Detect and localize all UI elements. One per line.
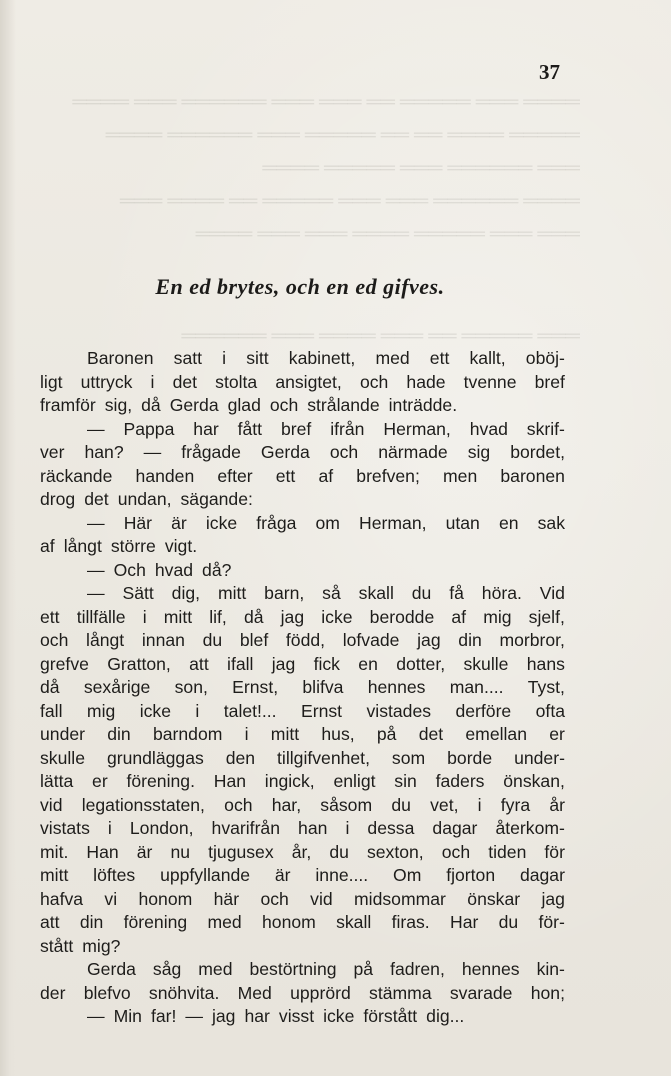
word: i xyxy=(195,700,200,721)
word: löftes xyxy=(93,865,136,885)
word: satt xyxy=(173,348,203,368)
word: dotter, xyxy=(396,653,446,674)
word: mitt xyxy=(40,865,69,885)
word: blefvo xyxy=(83,982,131,1003)
word: — xyxy=(87,512,105,533)
word: stått xyxy=(40,935,74,956)
word: och xyxy=(40,630,69,650)
word: firas. xyxy=(391,912,430,932)
word: hvad xyxy=(469,418,508,439)
word: lätta xyxy=(40,771,74,791)
word: stolta xyxy=(215,371,258,392)
word: år, xyxy=(291,841,312,862)
word: under- xyxy=(514,747,565,768)
word: tiden xyxy=(488,841,527,862)
word: Han xyxy=(213,771,247,791)
word: ett xyxy=(275,465,296,486)
word: i xyxy=(107,818,112,838)
word: sjelf, xyxy=(528,606,565,627)
word: sexton, xyxy=(366,841,424,862)
word: höra. xyxy=(481,583,522,603)
word: är xyxy=(274,865,291,885)
word: midsommar xyxy=(354,888,446,909)
section-heading: En ed brytes, och en ed gifves. xyxy=(155,274,445,299)
word: Herman, xyxy=(383,418,451,439)
word: mitt xyxy=(270,724,300,744)
text-line xyxy=(40,794,565,818)
word: dig, xyxy=(171,583,201,603)
text-line xyxy=(40,747,565,771)
word: med xyxy=(207,912,242,932)
word: baronen xyxy=(500,465,565,486)
word: du xyxy=(411,583,432,603)
word: er xyxy=(92,771,108,791)
word: ett xyxy=(429,348,450,368)
word: vet, xyxy=(430,794,459,815)
word: kin- xyxy=(536,959,565,979)
word: innan xyxy=(141,630,185,650)
word: Gerda xyxy=(87,959,136,979)
word: som xyxy=(391,747,426,768)
word: Han xyxy=(86,841,119,862)
page-gutter-shadow xyxy=(0,0,16,1076)
word: uttryck xyxy=(80,371,133,392)
word: och xyxy=(441,841,471,862)
word: år xyxy=(549,794,565,815)
word: berodde xyxy=(369,606,435,627)
word: Om xyxy=(393,865,422,885)
word: du xyxy=(391,794,411,815)
word: emellan xyxy=(465,724,528,744)
word: den xyxy=(225,747,256,768)
word: mit. xyxy=(40,841,69,862)
word: i xyxy=(222,348,227,368)
word: — xyxy=(87,559,105,580)
word: bordet, xyxy=(510,442,565,462)
word: hvarifrån xyxy=(211,818,280,838)
word: långt xyxy=(63,536,102,556)
word: der xyxy=(40,982,66,1003)
word: svarade xyxy=(449,982,513,1003)
word: vigt. xyxy=(164,536,198,556)
text-line xyxy=(40,653,565,677)
word: skulle xyxy=(463,653,509,674)
word: har xyxy=(244,1006,270,1026)
word: bref xyxy=(534,371,565,392)
word: i xyxy=(150,371,155,392)
word: fjorton xyxy=(446,865,496,885)
word: Gerda xyxy=(260,442,310,462)
word: under xyxy=(40,724,85,744)
word: här xyxy=(213,888,240,909)
word: på xyxy=(353,959,374,979)
word: honom xyxy=(262,912,316,932)
word: i xyxy=(345,818,350,838)
text-line xyxy=(40,817,565,841)
word: tillgifvenhet, xyxy=(277,747,370,768)
word: din xyxy=(79,912,104,932)
word: af xyxy=(40,536,55,556)
word: ver xyxy=(40,442,65,462)
text-line xyxy=(40,841,565,865)
text-line xyxy=(40,418,565,442)
word: då xyxy=(141,395,161,415)
word: i xyxy=(244,724,249,744)
text-line xyxy=(40,347,565,371)
word: dagar xyxy=(432,818,478,838)
word: och xyxy=(359,371,389,392)
word: icke xyxy=(139,700,171,721)
word: sig, xyxy=(104,395,133,415)
word: tjugusex xyxy=(208,841,274,862)
word: med xyxy=(198,959,233,979)
word: större xyxy=(110,536,156,556)
word: — xyxy=(185,1006,203,1026)
text-line xyxy=(40,1005,565,1029)
word: bestörtning xyxy=(249,959,337,979)
word: mig xyxy=(483,606,512,627)
word: Ernst xyxy=(301,700,343,721)
word: fått xyxy=(237,418,263,439)
word: hade xyxy=(406,371,446,392)
word: tvenne xyxy=(463,371,517,392)
text-line xyxy=(40,982,565,1006)
word: borde xyxy=(447,747,493,768)
word: så xyxy=(322,583,341,603)
word: i xyxy=(477,794,482,815)
text-line xyxy=(40,700,565,724)
word: blef xyxy=(239,630,269,650)
word: morbror, xyxy=(499,630,565,650)
word: med xyxy=(375,348,410,368)
word: då xyxy=(40,677,60,697)
word: ofta xyxy=(535,700,565,721)
word: ligt xyxy=(40,371,63,392)
word: och xyxy=(269,395,299,415)
word: glad xyxy=(227,395,261,415)
text-line xyxy=(40,723,565,747)
word: kabinett, xyxy=(288,348,356,368)
word: sägande: xyxy=(180,489,253,509)
word: skall xyxy=(358,583,394,603)
text-line xyxy=(40,441,565,465)
word: har xyxy=(193,418,219,439)
word: oböj- xyxy=(525,348,565,368)
word: född, xyxy=(285,630,326,650)
word: lif, xyxy=(209,606,227,627)
text-line xyxy=(40,371,565,395)
word: för xyxy=(544,841,565,862)
word: jag xyxy=(280,606,305,627)
word: London, xyxy=(129,818,194,838)
word: nu xyxy=(170,841,191,862)
text-line xyxy=(40,488,565,512)
word: skulle xyxy=(40,747,85,768)
word: vid xyxy=(40,794,63,815)
word: att xyxy=(40,912,60,932)
word: — xyxy=(87,583,105,603)
word: och xyxy=(329,442,359,462)
word: sin xyxy=(394,771,417,791)
word: förening xyxy=(123,912,188,932)
word: hans xyxy=(526,653,565,674)
word: Herman, xyxy=(359,512,427,533)
word: förstått xyxy=(363,1006,418,1026)
word: — xyxy=(143,442,162,462)
word: tillfälle xyxy=(76,606,126,627)
word: hafva xyxy=(40,888,84,909)
word: ansigtet, xyxy=(275,371,342,392)
word: hvad xyxy=(154,559,194,580)
word: talet!... xyxy=(223,700,277,721)
word: jag xyxy=(211,1006,236,1026)
word: frågade xyxy=(181,442,241,462)
bleed-through-text-mid: ═══ ═════ ══ ═══ ════ ═══ ══════ xyxy=(181,325,580,347)
word: derföre xyxy=(455,700,512,721)
word: legationsstaten, xyxy=(81,794,205,815)
word: din xyxy=(458,630,482,650)
word: Här xyxy=(123,512,153,533)
word: fall xyxy=(40,700,63,721)
word: en xyxy=(498,512,519,533)
word: strålande xyxy=(307,395,380,415)
word: Och xyxy=(113,559,146,580)
word: uppfyllande xyxy=(160,865,251,885)
word: utan xyxy=(445,512,480,533)
word: då xyxy=(243,606,264,627)
word: en xyxy=(358,653,378,674)
word: icke xyxy=(205,512,238,533)
word: Vid xyxy=(539,583,565,603)
word: ingick, xyxy=(264,771,315,791)
word: såsom xyxy=(320,794,373,815)
word: jag xyxy=(417,630,441,650)
word: visst xyxy=(278,1006,315,1026)
word: handen xyxy=(135,465,195,486)
text-line xyxy=(40,582,565,606)
word: blifva xyxy=(302,677,344,697)
word: i xyxy=(142,606,147,627)
word: då? xyxy=(202,559,232,580)
word: enligt xyxy=(333,771,376,791)
word: inträdde. xyxy=(388,395,458,415)
text-line xyxy=(40,888,565,912)
word: men xyxy=(443,465,478,486)
word: dessa xyxy=(367,818,415,838)
word: mitt xyxy=(163,606,193,627)
word: er xyxy=(549,724,565,744)
text-line xyxy=(40,512,565,536)
word: sak xyxy=(537,512,565,533)
word: fick xyxy=(313,653,340,674)
word: du xyxy=(498,912,519,932)
word: faders xyxy=(435,771,485,791)
word: på xyxy=(376,724,397,744)
word: stämma xyxy=(369,982,432,1003)
word: inne.... xyxy=(315,865,369,885)
word: hennes xyxy=(461,959,520,979)
word: om xyxy=(315,512,340,533)
word: skall xyxy=(336,912,372,932)
word: vistats xyxy=(40,818,90,838)
word: hon; xyxy=(530,982,565,1003)
word: undan, xyxy=(117,489,172,509)
word: det xyxy=(172,371,198,392)
word: du xyxy=(202,630,223,650)
word: far! xyxy=(150,1006,177,1026)
word: af xyxy=(318,465,334,486)
word: Min xyxy=(113,1006,142,1026)
word: återkom- xyxy=(495,818,565,838)
text-line xyxy=(40,864,565,888)
word: skrif- xyxy=(526,418,565,439)
word: såg xyxy=(152,959,182,979)
word: din xyxy=(107,724,131,744)
word: jag xyxy=(541,888,565,909)
body-text xyxy=(40,347,565,1029)
text-line xyxy=(40,676,565,700)
word: att xyxy=(189,653,209,674)
word: jag xyxy=(271,653,296,674)
word: vistades xyxy=(366,700,432,721)
word: lofvade xyxy=(342,630,400,650)
word: önskan, xyxy=(503,771,565,791)
word: ifall xyxy=(227,653,254,674)
word: närmade xyxy=(378,442,448,462)
word: mig? xyxy=(82,935,121,956)
word: Med xyxy=(237,982,272,1003)
word: af xyxy=(451,606,467,627)
word: man.... xyxy=(449,677,504,697)
text-line xyxy=(40,465,565,489)
word: Har xyxy=(449,912,479,932)
word: Gerda xyxy=(169,395,219,415)
text-line xyxy=(40,770,565,794)
word: är xyxy=(171,512,187,533)
text-line xyxy=(40,606,565,630)
word: framför xyxy=(40,395,96,415)
word: Ernst, xyxy=(232,677,279,697)
word: det xyxy=(418,724,444,744)
word: grundläggas xyxy=(106,747,204,768)
word: ifrån xyxy=(330,418,365,439)
word: för- xyxy=(538,912,565,932)
word: fadren, xyxy=(390,959,445,979)
word: vi xyxy=(104,888,118,909)
text-line xyxy=(40,911,565,935)
word: hus, xyxy=(321,724,355,744)
word: dig... xyxy=(426,1006,465,1026)
word: dagar xyxy=(519,865,565,885)
text-line xyxy=(40,559,565,583)
word: och xyxy=(260,888,289,909)
text-line xyxy=(40,935,565,959)
word: Baronen xyxy=(87,348,154,368)
word: önskar xyxy=(467,888,521,909)
page-number: 37 xyxy=(539,60,560,84)
word: mitt xyxy=(217,583,247,603)
text-line xyxy=(40,958,565,982)
word: räckande xyxy=(40,465,113,486)
word: kallt, xyxy=(469,348,506,368)
word: — xyxy=(87,418,105,439)
word: fråga xyxy=(256,512,297,533)
word: har, xyxy=(271,794,302,815)
word: efter xyxy=(217,465,253,486)
word: bref xyxy=(280,418,312,439)
word: icke xyxy=(321,606,353,627)
word: hennes xyxy=(367,677,426,697)
word: snöhvita. xyxy=(148,982,220,1003)
word: — xyxy=(87,1006,105,1026)
bleed-through-text-top: ════ ═══ ═════ ══ ═══ ═══ ══════ ═══ ════ ═════ ════ ══ ══ ═════ ═══ ══════ ════ ═══ ══════ ═══ ═════ ════ ════ ══════ ═══ ═══ ═════ ══ ════ ═══ ═══ ═══ ═════ ════ ═══ ═══ ════ xyxy=(72,91,580,245)
word: icke xyxy=(323,1006,355,1026)
word: och xyxy=(224,794,253,815)
word: sig xyxy=(467,442,491,462)
word: upprörd xyxy=(290,982,351,1003)
word: Pappa xyxy=(123,418,175,439)
word: grefve xyxy=(40,653,89,674)
text-line xyxy=(40,535,565,559)
word: vid xyxy=(310,888,333,909)
text-line xyxy=(40,394,565,418)
word: det xyxy=(84,489,109,509)
word: är xyxy=(136,841,153,862)
word: son, xyxy=(174,677,208,697)
word: Tyst, xyxy=(527,677,565,697)
word: Sätt xyxy=(122,583,154,603)
text-line xyxy=(40,629,565,653)
word: långt xyxy=(86,630,125,650)
word: han? xyxy=(84,442,124,462)
word: barn, xyxy=(264,583,305,603)
word: förening. xyxy=(126,771,195,791)
word: ett xyxy=(40,606,60,627)
word: drog xyxy=(40,489,76,509)
word: mig xyxy=(86,700,116,721)
word: brefven; xyxy=(356,465,420,486)
word: du xyxy=(329,841,349,862)
word: han xyxy=(298,818,328,838)
word: sexårige xyxy=(83,677,151,697)
word: barndom xyxy=(152,724,223,744)
word: sitt xyxy=(246,348,269,368)
word: fyra xyxy=(500,794,531,815)
word: få xyxy=(449,583,464,603)
word: honom xyxy=(138,888,193,909)
word: Gratton, xyxy=(107,653,171,674)
